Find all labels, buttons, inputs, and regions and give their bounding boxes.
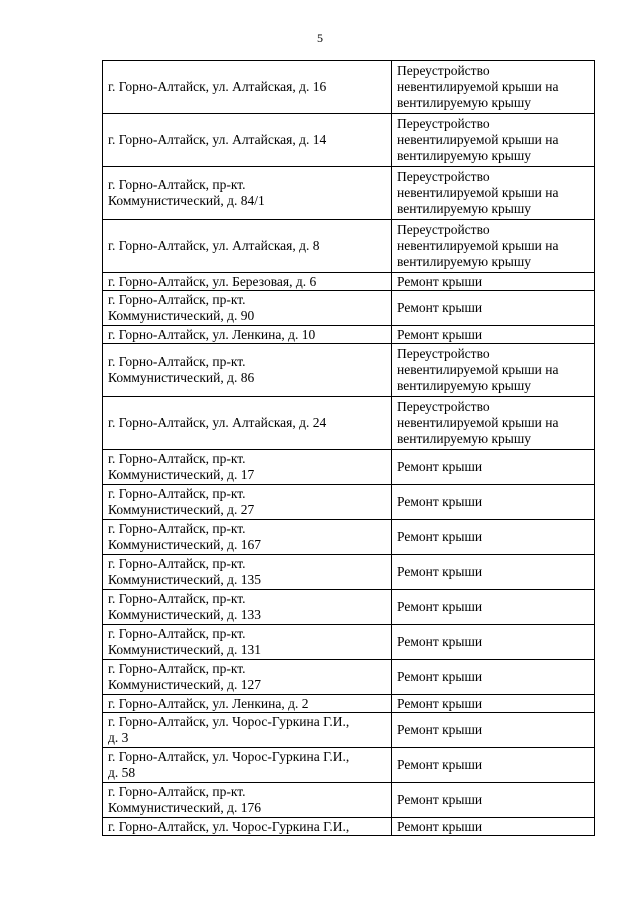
page-number: 5 (317, 31, 323, 45)
address-cell: г. Горно-Алтайск, ул. Ленкина, д. 10 (103, 326, 392, 344)
address-cell: г. Горно-Алтайск, пр-кт. Коммунистический, д. 133 (103, 590, 392, 625)
address-cell: г. Горно-Алтайск, пр-кт. Коммунистический, д. 90 (103, 291, 392, 326)
table-row (103, 625, 595, 660)
address-cell: г. Горно-Алтайск, ул. Алтайская, д. 24 (103, 397, 392, 450)
table-row (103, 167, 595, 220)
table-row (103, 114, 595, 167)
work-type-cell: Ремонт крыши (392, 695, 595, 713)
work-type-cell: Ремонт крыши (392, 485, 595, 520)
address-cell: г. Горно-Алтайск, пр-кт. Коммунистический, д. 17 (103, 450, 392, 485)
address-cell: г. Горно-Алтайск, ул. Чорос-Гуркина Г.И., д. 3 (103, 713, 392, 748)
table-row (103, 748, 595, 783)
table-row (103, 713, 595, 748)
table-row (103, 695, 595, 713)
address-table (102, 60, 595, 836)
address-cell: г. Горно-Алтайск, пр-кт. Коммунистический, д. 135 (103, 555, 392, 590)
work-type-cell: Ремонт крыши (392, 450, 595, 485)
address-cell: г. Горно-Алтайск, ул. Ленкина, д. 2 (103, 695, 392, 713)
address-cell: г. Горно-Алтайск, пр-кт. Коммунистический, д. 27 (103, 485, 392, 520)
address-cell: г. Горно-Алтайск, ул. Алтайская, д. 8 (103, 220, 392, 273)
address-cell: г. Горно-Алтайск, ул. Чорос-Гуркина Г.И., д. 58 (103, 748, 392, 783)
work-type-cell: Ремонт крыши (392, 625, 595, 660)
work-type-cell: Переустройство невентилируемой крыши на вентилируемую крышу (392, 344, 595, 397)
table-row (103, 485, 595, 520)
work-type-cell: Ремонт крыши (392, 748, 595, 783)
work-type-cell: Ремонт крыши (392, 660, 595, 695)
address-cell: г. Горно-Алтайск, пр-кт. Коммунистический, д. 84/1 (103, 167, 392, 220)
work-type-cell: Переустройство невентилируемой крыши на вентилируемую крышу (392, 61, 595, 114)
work-type-cell: Ремонт крыши (392, 555, 595, 590)
address-cell: г. Горно-Алтайск, ул. Березовая, д. 6 (103, 273, 392, 291)
table-row (103, 220, 595, 273)
work-type-cell: Ремонт крыши (392, 818, 595, 836)
table-row (103, 783, 595, 818)
table-row (103, 660, 595, 695)
address-cell: г. Горно-Алтайск, пр-кт. Коммунистический, д. 131 (103, 625, 392, 660)
address-cell: г. Горно-Алтайск, ул. Алтайская, д. 16 (103, 61, 392, 114)
work-type-cell: Ремонт крыши (392, 291, 595, 326)
address-cell: г. Горно-Алтайск, ул. Алтайская, д. 14 (103, 114, 392, 167)
table-body (103, 61, 595, 836)
work-type-cell: Ремонт крыши (392, 783, 595, 818)
table-row (103, 818, 595, 836)
table-row (103, 291, 595, 326)
work-type-cell: Переустройство невентилируемой крыши на вентилируемую крышу (392, 114, 595, 167)
work-type-cell: Переустройство невентилируемой крыши на вентилируемую крышу (392, 167, 595, 220)
table-row (103, 273, 595, 291)
address-cell: г. Горно-Алтайск, пр-кт. Коммунистический, д. 86 (103, 344, 392, 397)
work-type-cell: Ремонт крыши (392, 713, 595, 748)
table-row (103, 450, 595, 485)
address-cell: г. Горно-Алтайск, пр-кт. Коммунистический, д. 127 (103, 660, 392, 695)
table-row (103, 590, 595, 625)
table-row (103, 397, 595, 450)
address-cell: г. Горно-Алтайск, ул. Чорос-Гуркина Г.И., (103, 818, 392, 836)
work-type-cell: Ремонт крыши (392, 326, 595, 344)
address-cell: г. Горно-Алтайск, пр-кт. Коммунистический, д. 167 (103, 520, 392, 555)
address-cell: г. Горно-Алтайск, пр-кт. Коммунистический, д. 176 (103, 783, 392, 818)
work-type-cell: Ремонт крыши (392, 273, 595, 291)
work-type-cell: Переустройство невентилируемой крыши на вентилируемую крышу (392, 220, 595, 273)
table-row (103, 326, 595, 344)
table-row (103, 555, 595, 590)
table-row (103, 61, 595, 114)
table-row (103, 520, 595, 555)
work-type-cell: Ремонт крыши (392, 590, 595, 625)
work-type-cell: Ремонт крыши (392, 520, 595, 555)
table-row (103, 344, 595, 397)
work-type-cell: Переустройство невентилируемой крыши на вентилируемую крышу (392, 397, 595, 450)
